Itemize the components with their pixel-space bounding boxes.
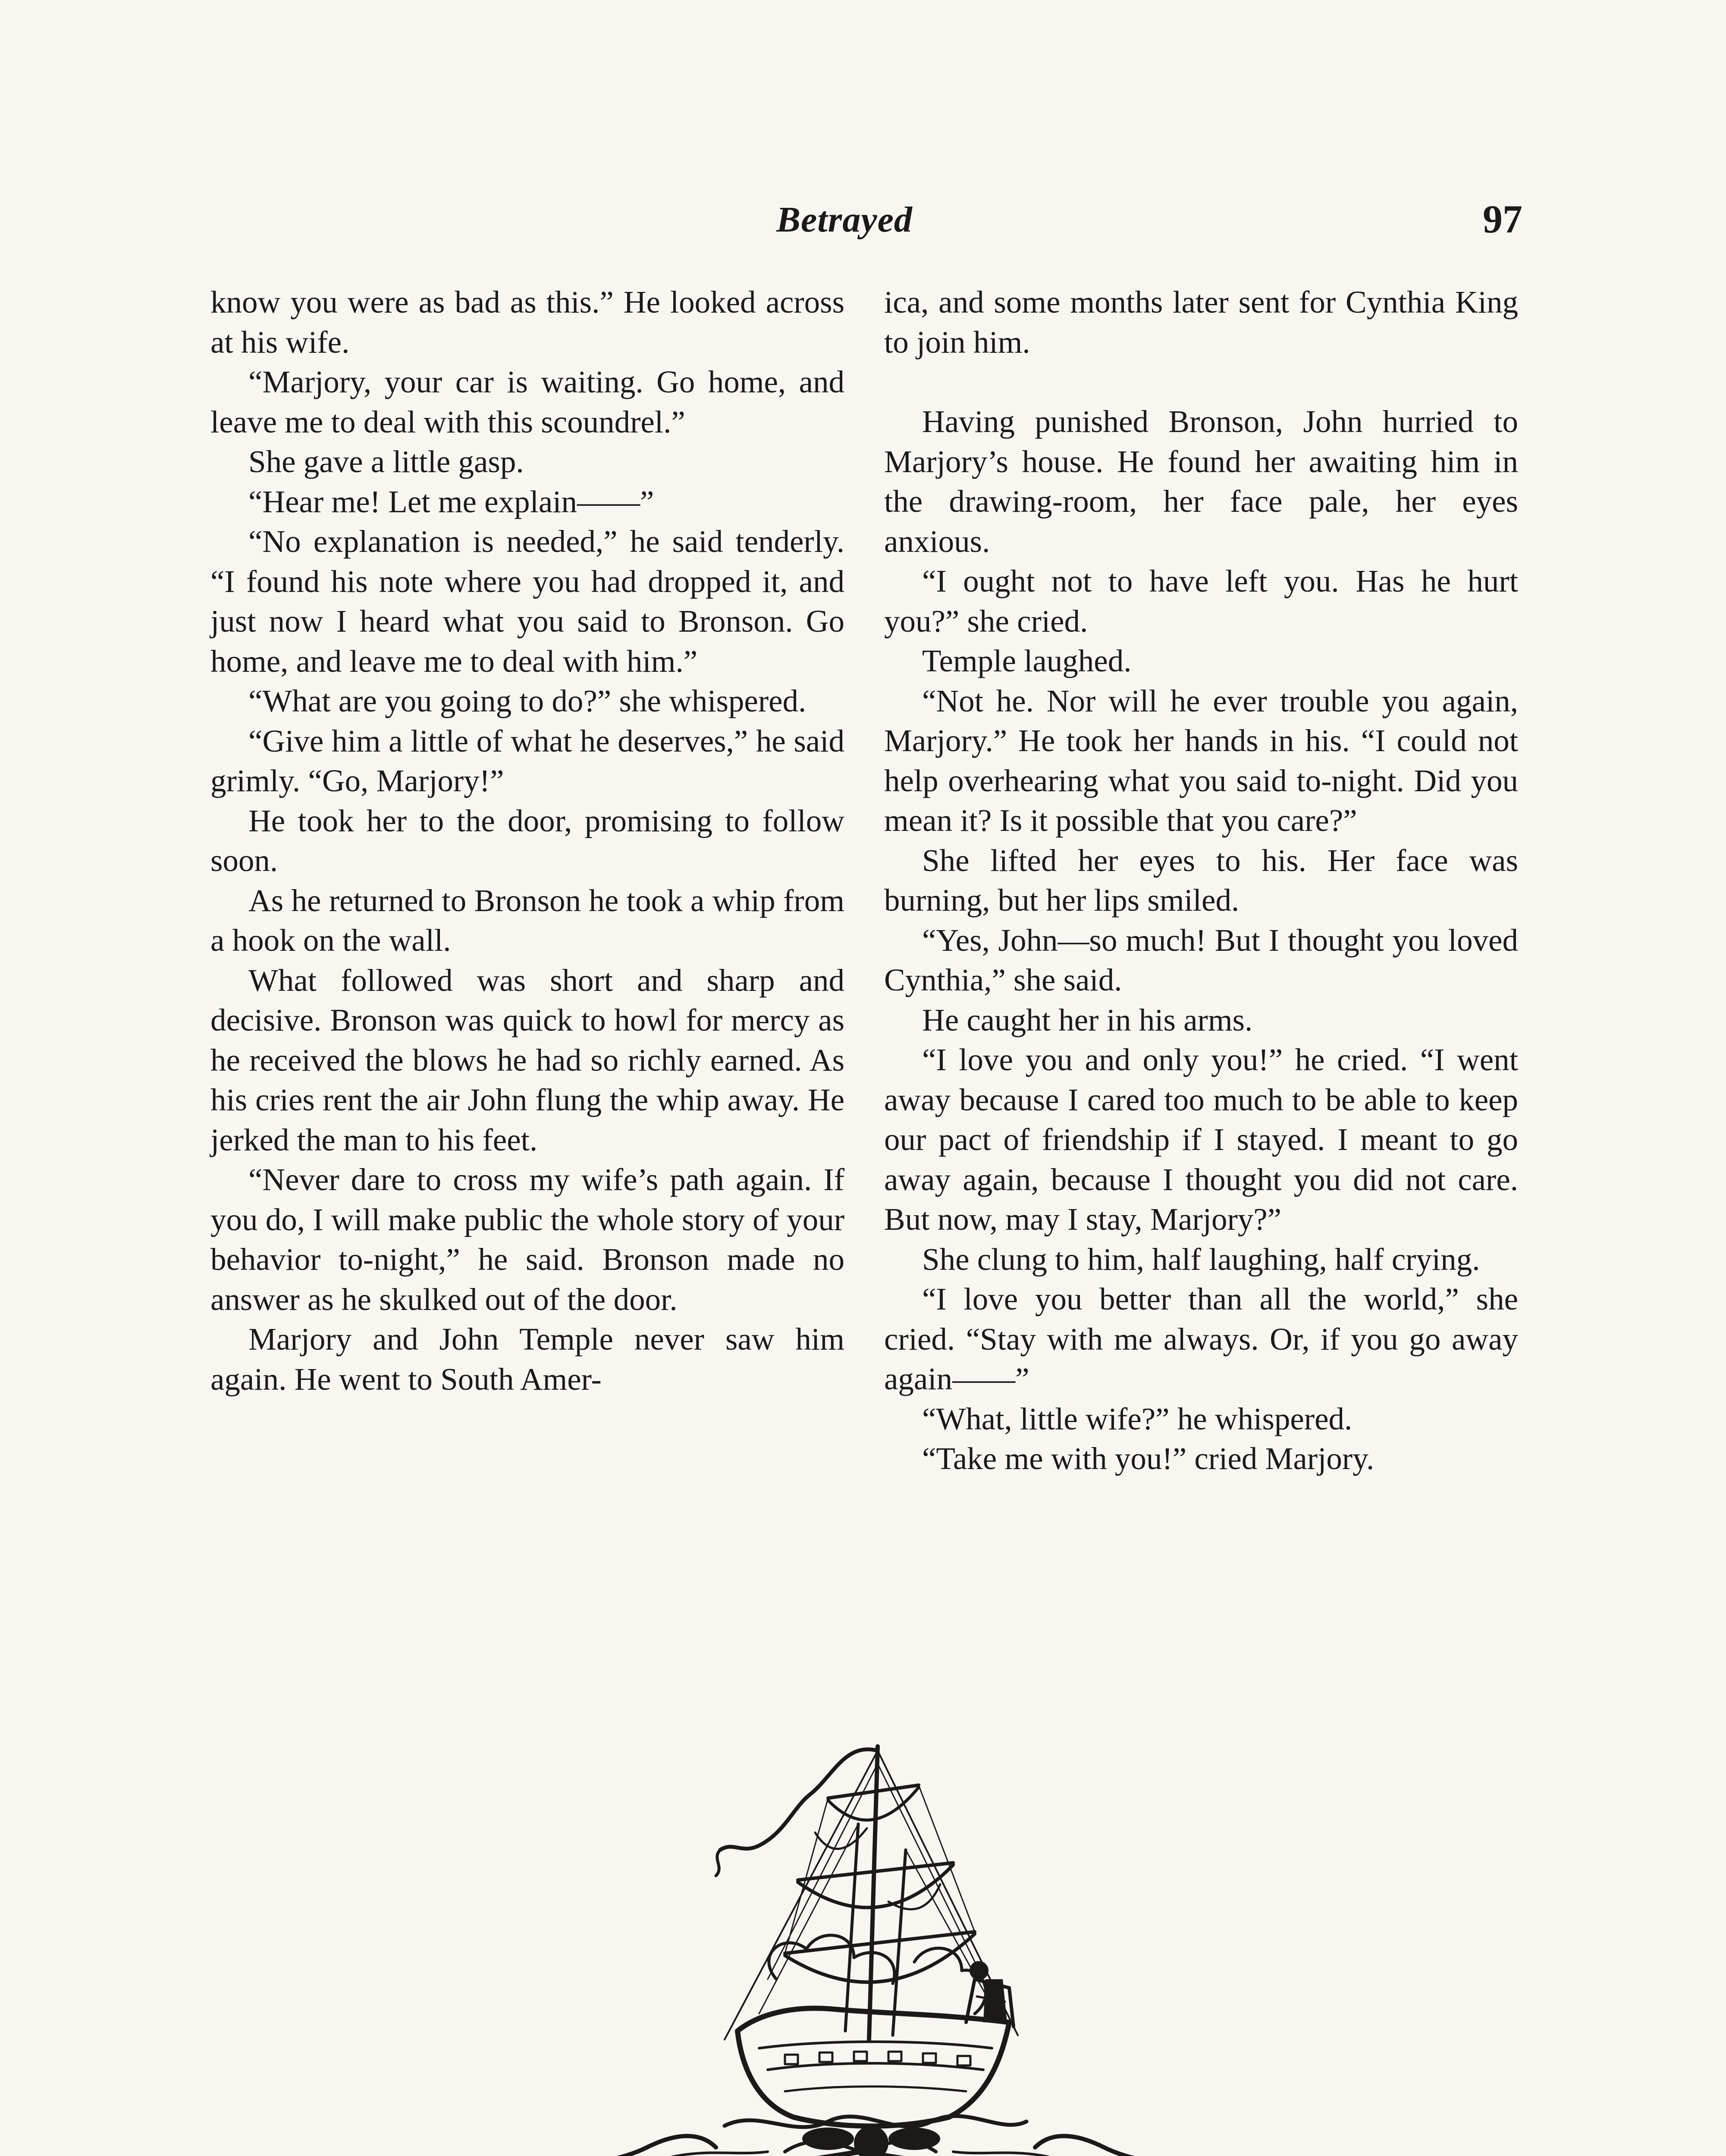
paragraph: “No explanation is needed,” he said tenderly. “I found his note where you had dropped it, and just now I heard what you said to Bronson. Go home, and leave me to deal with him.” xyxy=(210,524,844,679)
paragraph: “Take me with you!” cried Marjory. xyxy=(922,1441,1375,1476)
paragraph: “Marjory, your car is waiting. Go home, and leave me to deal with this scoundrel.” xyxy=(210,364,844,439)
paragraph: “Give him a little of what he deserves,” he said grimly. “Go, Marjory!” xyxy=(210,723,844,798)
paragraph: She gave a little gasp. xyxy=(248,444,524,479)
paragraph: ica, and some months later sent for Cynthia King to join him. xyxy=(884,285,1518,360)
paragraph: “I ought not to have left you. Has he hurt you?” she cried. xyxy=(884,564,1518,639)
paragraph: “Not he. Nor will he ever trouble you again, Marjory.” He took her hands in his. “I could not help overhearing what you said to-night. Did you mean it? Is it possible that you care?” xyxy=(884,683,1518,838)
paragraph: Having punished Bronson, John hurried to Marjory’s house. He found her awaiting him in the drawing-room, her face pale, her eyes anxious. xyxy=(884,404,1518,559)
paragraph: Marjory and John Temple never saw him again. He went to South Amer- xyxy=(210,1322,844,1397)
paragraph: “Yes, John—so much! But I thought you loved Cynthia,” she said. xyxy=(884,922,1518,997)
running-title: Betrayed xyxy=(776,200,913,240)
paragraph: “What, little wife?” he whispered. xyxy=(922,1401,1353,1436)
paragraph: know you were as bad as this.” He looked across at his wife. xyxy=(210,285,844,360)
paragraph: “I love you better than all the world,” she cried. “Stay with me always. Or, if you go away again——” xyxy=(884,1282,1518,1396)
paragraph: “Hear me! Let me explain——” xyxy=(248,484,654,519)
paragraph: Temple laughed. xyxy=(922,643,1132,678)
paragraph: She lifted her eyes to his. Her face was burning, but her lips smiled. xyxy=(884,843,1518,918)
paragraph: She clung to him, half laughing, half crying. xyxy=(922,1241,1480,1277)
sailing-ship-vignette-icon xyxy=(457,1738,1264,2156)
paragraph: “I love you and only you!” he cried. “I went away because I cared too much to be able to keep our pact of friendship if I stayed. I meant to go away again, because I thought you did not care. But now, may I stay, Marjory?” xyxy=(884,1042,1518,1237)
paragraph: “Never dare to cross my wife’s path again. If you do, I will make public the whole story of your behavior to-night,” he said. Bronson made no answer as he skulked out of the door. xyxy=(210,1162,844,1317)
paragraph: He took her to the door, promising to follow soon. xyxy=(210,803,844,878)
page-number: 97 xyxy=(1483,197,1522,241)
page-header xyxy=(776,198,1522,250)
paragraph: “What are you going to do?” she whispered. xyxy=(248,683,807,718)
paragraph: He caught her in his arms. xyxy=(922,1002,1253,1037)
text-column-left xyxy=(210,282,844,1399)
paragraph: What followed was short and sharp and decisive. Bronson was quick to howl for mercy as he received the blows he had so richly earned. As his cries rent the air John flung the whip away. He jerked the man to his feet. xyxy=(210,962,844,1157)
text-column-right xyxy=(884,282,1518,1479)
paragraph: As he returned to Bronson he took a whip from a hook on the wall. xyxy=(210,883,844,958)
